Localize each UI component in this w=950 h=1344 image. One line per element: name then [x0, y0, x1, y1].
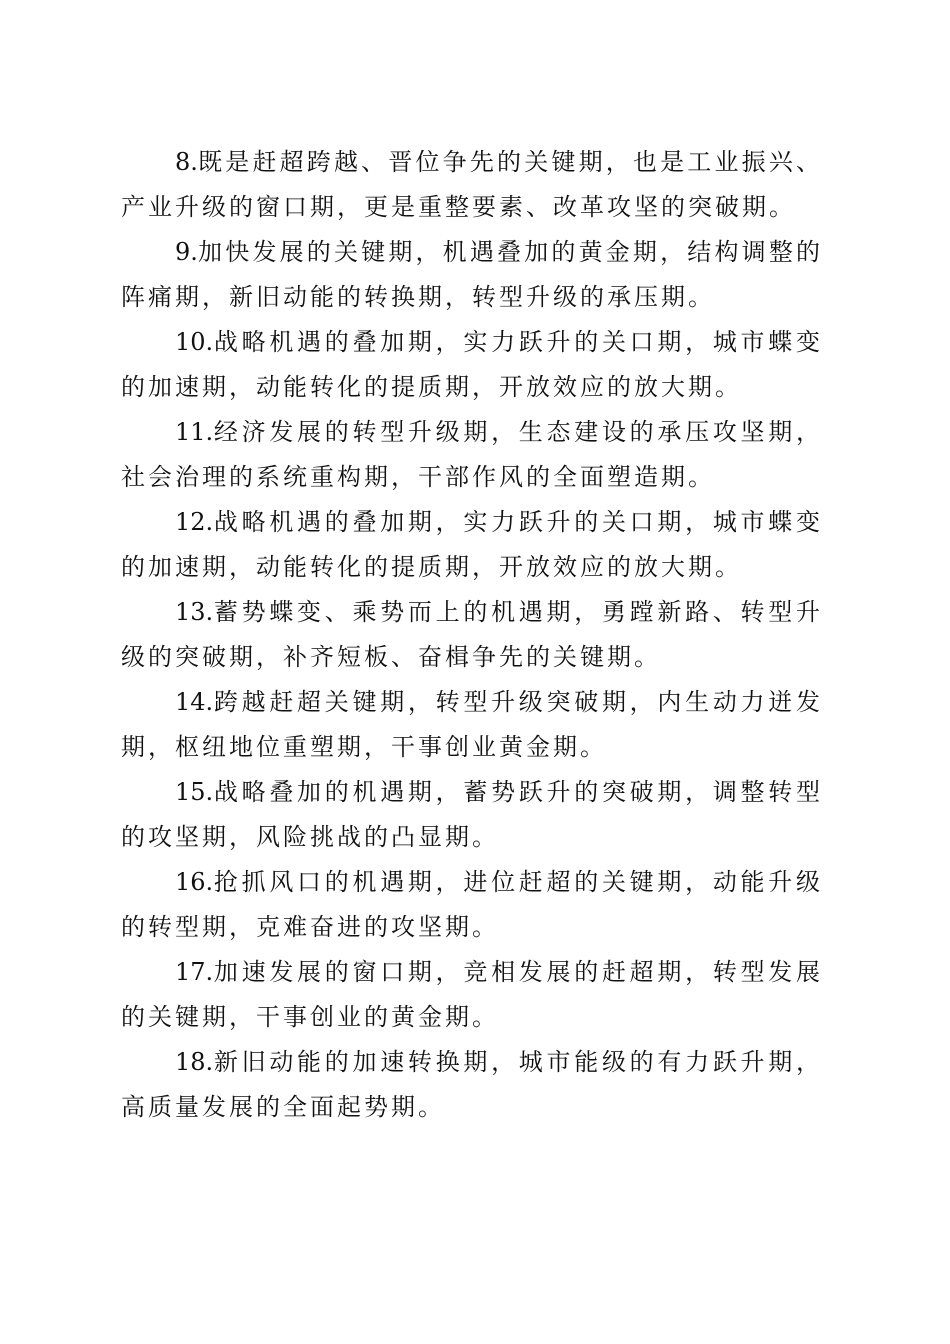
item-text: 新旧动能的加速转换期，城市能级的有力跃升期，高质量发展的全面起势期。: [121, 1048, 823, 1121]
item-number: 17.: [175, 958, 214, 986]
item-number: 13.: [175, 598, 214, 626]
item-text: 抢抓风口的机遇期，进位赶超的关键期，动能升级的转型期，克难奋进的攻坚期。: [121, 868, 823, 941]
item-text: 跨越赶超关键期，转型升级突破期，内生动力迸发期，枢纽地位重塑期，干事创业黄金期。: [121, 688, 823, 761]
list-item: [121, 590, 823, 680]
item-text: 经济发展的转型升级期，生态建设的承压攻坚期，社会治理的系统重构期，干部作风的全面塑造期。: [121, 418, 823, 491]
list-item: [121, 950, 823, 1040]
list-item: [121, 770, 823, 860]
item-number: 9.: [175, 238, 198, 266]
item-number: 14.: [175, 688, 214, 716]
item-text: 加快发展的关键期，机遇叠加的黄金期，结构调整的阵痛期，新旧动能的转换期，转型升级的承压期。: [121, 238, 823, 311]
item-number: 11.: [175, 418, 214, 446]
item-number: 12.: [175, 508, 214, 536]
item-number: 10.: [175, 328, 214, 356]
item-number: 18.: [175, 1048, 214, 1076]
list-item: [121, 410, 823, 500]
list-item: [121, 230, 823, 320]
item-text: 战略叠加的机遇期，蓄势跃升的突破期，调整转型的攻坚期，风险挑战的凸显期。: [121, 778, 823, 851]
item-text: 既是赶超跨越、晋位争先的关键期，也是工业振兴、产业升级的窗口期，更是重整要素、改革攻坚的突破期。: [121, 148, 823, 221]
item-text: 蓄势蝶变、乘势而上的机遇期，勇蹚新路、转型升级的突破期，补齐短板、奋楫争先的关键期。: [121, 598, 823, 671]
list-item: [121, 320, 823, 410]
list-item: [121, 140, 823, 230]
item-number: 15.: [175, 778, 214, 806]
item-number: 8.: [175, 148, 198, 176]
item-text: 战略机遇的叠加期，实力跃升的关口期，城市蝶变的加速期，动能转化的提质期，开放效应的放大期。: [121, 328, 823, 401]
list-item: [121, 1040, 823, 1130]
list-item: [121, 500, 823, 590]
list-item: [121, 860, 823, 950]
item-number: 16.: [175, 868, 214, 896]
item-text: 加速发展的窗口期，竞相发展的赶超期，转型发展的关键期，干事创业的黄金期。: [121, 958, 823, 1031]
list-item: [121, 680, 823, 770]
document-body: [121, 140, 823, 1130]
item-text: 战略机遇的叠加期，实力跃升的关口期，城市蝶变的加速期，动能转化的提质期，开放效应的放大期。: [121, 508, 823, 581]
